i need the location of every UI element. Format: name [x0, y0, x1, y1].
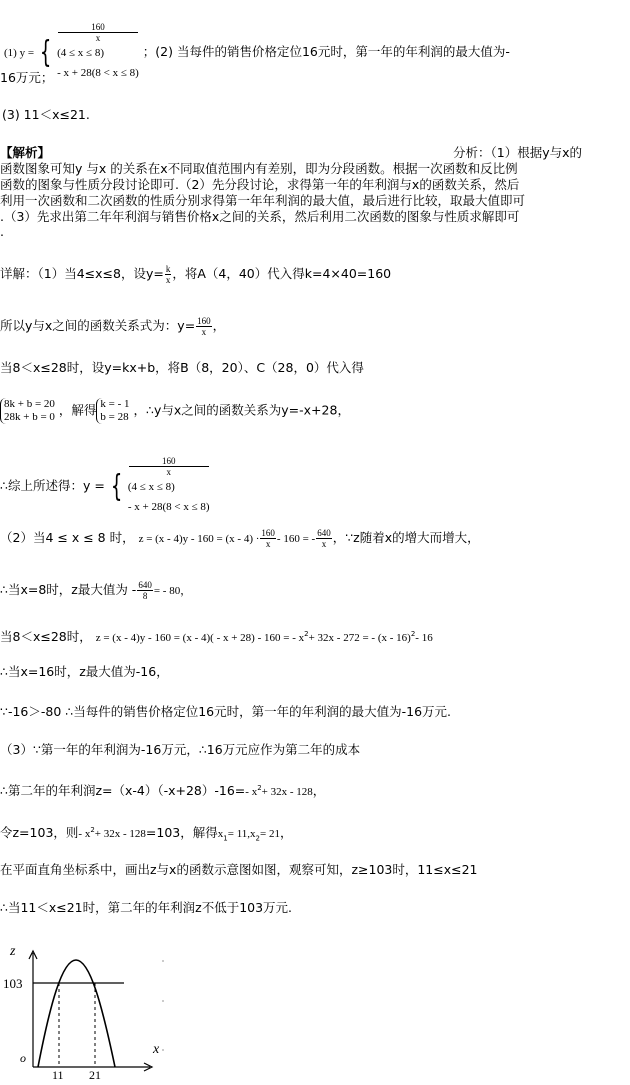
x-tick-11: 11: [52, 1068, 64, 1080]
detail-line-12: ∴第二年的年利润z=（x-4）（-x+28）-16=- $x^2+ 32x - 128$，: [0, 783, 326, 799]
brace: {: [110, 468, 123, 504]
detail-line-15: ∴当11＜x≤21时，第二年的年利润z不低于103万元.: [0, 900, 293, 915]
analysis-intro: 分析：（1）根据y与x的: [453, 145, 582, 160]
detail-line-3: 当8＜x≤28时，设y=kx+b，将B（8，20）、C（28，0）代入得: [0, 360, 364, 375]
answer-line-3: (3) 11＜x≤21.: [2, 107, 90, 122]
detail-line-1: 详解：（1）当4≤x≤8，设y= $\frac{k}{x}$ ，将A（4，40）代入得k=4×40=160: [0, 264, 392, 285]
answer-line-1: [4, 22, 510, 83]
origin-label: o: [20, 1051, 26, 1065]
x-axis-label: x: [153, 1042, 160, 1057]
detail-line-14: 在平面直角坐标系中，画出z与x的函数示意图如图，观察可知，z≥103时，11≤x≤21: [0, 862, 478, 877]
analysis-line-3: 利用一次函数和二次函数的性质分别求得第一年年利润的最大值，最后进行比较，取最大值即可: [0, 193, 526, 208]
analysis-tag: 【解析】: [0, 145, 51, 160]
detail-line-9: ∴当x=16时，z最大值为-16，: [0, 664, 169, 679]
analysis-line-2: 函数的图象与性质分段讨论即可.（2）先分段讨论，求得第一年的年利润与x的函数关系，然后: [0, 177, 520, 192]
answer-1-cases: 160 x (4 ≤ x ≤ 8) - x + 28(8 < x ≤ 8): [57, 22, 139, 79]
detail-line-5: ∴综上所述得：y = { 160 x (4 ≤ x ≤ 8) - x + 28(8 < x ≤ 8): [0, 456, 210, 517]
faint-dot: [162, 1049, 164, 1051]
detail-line-2: 所以y与x之间的函数关系式为：y= $\frac{160}{x}$ ，: [0, 316, 226, 337]
analysis-line-4: .（3）先求出第二年年利润与销售价格x之间的关系，然后利用二次函数的图象与性质求解即可: [0, 209, 520, 224]
x-tick-21: 21: [89, 1068, 101, 1080]
y-tick-103: 103: [3, 976, 23, 991]
detail-line-11: （3）∵第一年的年利润为-16万元，∴16万元应作为第二年的成本: [0, 742, 361, 757]
detail-line-8: 当8＜x≤28时， z = (x - 4)y - 160 = (x - 4)( - x + 28) - 160 = - $x^2+ 32x - 272$ = - (x - 16)$^2$- 16: [0, 629, 433, 645]
detail-line-10: ∵-16＞-80 ∴当每件的销售价格定位16元时，第一年的年利润的最大值为-16万元.: [0, 704, 452, 719]
answer-1-prefix: (1) y =: [4, 47, 35, 59]
z-axis-label: z: [10, 945, 16, 959]
answer-1-rest: ；(2) 当每件的销售价格定位16元时，第一年的年利润的最大值为-: [142, 44, 510, 59]
brace: {: [39, 34, 52, 70]
faint-dot: [162, 960, 164, 962]
parabola-graph: [0, 945, 175, 1080]
faint-dot: [162, 1000, 164, 1002]
analysis-line-5: .: [0, 224, 4, 239]
solution-system: k = - 1 b = 28: [96, 398, 129, 424]
detail-line-7: ∴当x=8时，z最大值为 - $\frac{640}{8}$ = - 80，: [0, 580, 192, 601]
piecewise-cases: 160 x (4 ≤ x ≤ 8) - x + 28(8 < x ≤ 8): [127, 456, 210, 513]
answer-line-1b: 16万元；: [0, 70, 54, 85]
detail-line-4: 8k + b = 20 28k + b = 0 ，解得 k = - 1 b = 28 ，∴y与x之间的函数关系为y=-x+28，: [0, 398, 350, 424]
detail-line-6: （2）当4 ≤ x ≤ 8 时， z = (x - 4)y - 160 = (x - 4) · $\frac{160}{x}$ - 160 = - $\frac{640}{x}$ ，∵z随着x的增大而增大，: [0, 528, 480, 549]
equation-system: 8k + b = 20 28k + b = 0: [0, 398, 55, 424]
analysis-line-1: 函数图象可知y 与x 的关系在x不同取值范围内有差别，即为分段函数。根据一次函数和反比例: [0, 161, 518, 176]
parabola-curve: [38, 960, 115, 1067]
detail-line-13: 令z=103，则- $x^2+ 32x - 128=103$，解得$x_1= 11,x_2= 21$，: [0, 825, 293, 843]
